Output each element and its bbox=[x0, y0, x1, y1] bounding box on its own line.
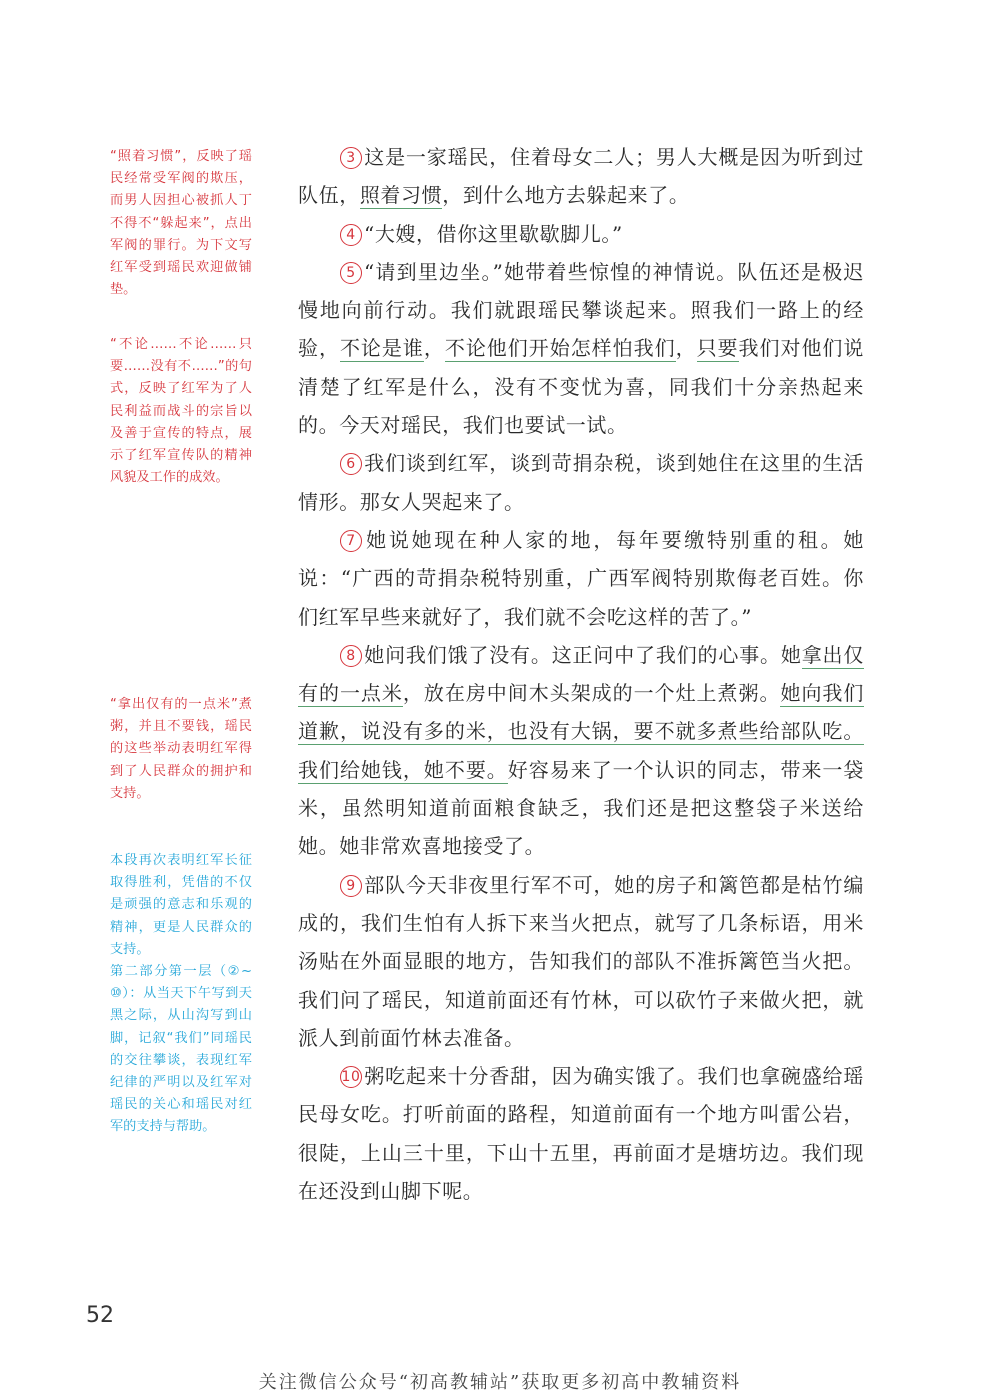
text-segment: ， bbox=[423, 336, 445, 361]
page-number: 52 bbox=[86, 1303, 114, 1328]
underlined-phrase: 她向我们道歉，说没有多的米，也没有大锅，要不就多煮些给部队吃。我们给她钱，她不要。 bbox=[298, 681, 864, 782]
margin-note-text: 本段再次表明红军长征取得胜利，凭借的不仅是顽强的意志和乐观的精神，更是人民群众的支持。 bbox=[110, 853, 252, 957]
text-segment: 这是一家瑶民，住着母女二人；男人大概是因为听到过队伍， bbox=[298, 145, 864, 208]
margin-note-text: “不论……不论……只要……没有不……”的句式，反映了红军为了人民利益而战斗的宗旨以及善于宣传的特点，展示了红军宣传队的精神风貌及工作的成效。 bbox=[110, 337, 252, 486]
text-segment: 好容易来了一个认识的同志，带来一袋米，虽然明知道前面粮食缺乏，我们还是把这整袋子米送给她。她非常欢喜地接受了。 bbox=[298, 757, 865, 859]
text-segment: “请到里边坐。”她带着些惊惶的神情说。队伍还是极迟慢地向前行动。我们就跟瑶民攀谈起来。照我们一路上的经验， bbox=[298, 259, 864, 361]
footer-promo: 关注微信公众号“初高教辅站”获取更多初高中教辅资料 bbox=[258, 1372, 742, 1393]
text-segment: “大嫂，借你这里歇歇脚儿。” bbox=[364, 221, 623, 246]
underlined-phrase: 不论他们开始怎样怕我们 bbox=[444, 336, 676, 361]
margin-note-3 bbox=[110, 694, 252, 805]
text-segment: ， bbox=[675, 336, 697, 361]
underlined-phrase: 只要 bbox=[696, 336, 739, 361]
text-segment: 她说她现在种人家的地，每年要缴特别重的租。她说：“广西的苛捐杂税特别重，广西军阀特别欺侮老百姓。你们红军早些来就好了，我们就不会吃这样的苦了。” bbox=[298, 527, 864, 629]
paragraph-number: 5 bbox=[340, 262, 362, 284]
paragraph-number: 4 bbox=[340, 224, 362, 246]
margin-note-text: “照着习惯”，反映了瑶民经常受军阀的欺压，而男人因担心被抓人丁不得不“躲起来”，点出军阀的罪行。为下文写红军受到瑶民欢迎做铺垫。 bbox=[110, 149, 252, 298]
paragraph-5 bbox=[298, 253, 864, 444]
margin-note-text: 第二部分第一层（②~⑩）：从当天下午写到天黑之际，从山沟写到山脚，记叙“我们”同瑶民的交往攀谈，表现红军纪律的严明以及红军对瑶民的关心和瑶民对红军的支持与帮助。 bbox=[110, 964, 252, 1135]
paragraph-number: 8 bbox=[340, 645, 362, 667]
paragraph-3 bbox=[298, 138, 864, 215]
article-body bbox=[298, 138, 864, 1210]
text-segment: 部队今天非夜里行军不可，她的房子和篱笆都是枯竹编成的，我们生怕有人拆下来当火把点，就写了几条标语，用米汤贴在外面显眼的地方，告知我们的部队不准拆篱笆当火把。我们问了瑶民，知道前面还有竹林，可以砍竹子来做火把，就派人到前面竹林去准备。 bbox=[298, 872, 864, 1050]
paragraph-number: 10 bbox=[340, 1066, 362, 1088]
underlined-phrase: 不论是谁 bbox=[339, 336, 424, 361]
margin-note-text: “拿出仅有的一点米”煮粥，并且不要钱，瑶民的这些举动表明红军得到了人民群众的拥护和支持。 bbox=[110, 697, 252, 801]
underlined-phrase: 拿出仅有的一点米 bbox=[298, 642, 864, 706]
paragraph-number: 3 bbox=[340, 147, 362, 169]
text-segment: 粥吃起来十分香甜，因为确实饿了。我们也拿碗盛给瑶民母女吃。打听前面的路程，知道前面有一个地方叫雷公岩，很陡，上山三十里，下山十五里，再前面才是塘坊边。我们现在还没到山脚下呢。 bbox=[298, 1064, 864, 1204]
margin-note-4 bbox=[110, 850, 252, 1139]
paragraph-number: 6 bbox=[340, 453, 362, 475]
text-segment: ，到什么地方去躲起来了。 bbox=[442, 183, 690, 208]
text-segment: 她问我们饿了没有。这正问中了我们的心事。她 bbox=[364, 642, 802, 667]
paragraph-number: 7 bbox=[340, 530, 362, 552]
text-segment: ，放在房中间木头架成的一个灶上煮粥。 bbox=[402, 681, 781, 706]
text-segment: 我们对他们说清楚了红军是什么，没有不变忧为喜，同我们十分亲热起来的。今天对瑶民，我们也要试一试。 bbox=[298, 336, 864, 438]
paragraph-number: 9 bbox=[340, 875, 362, 897]
margin-note-2 bbox=[110, 334, 252, 489]
underlined-phrase: 照着习惯 bbox=[359, 183, 443, 208]
paragraph-10 bbox=[298, 1057, 864, 1210]
paragraph-8 bbox=[298, 636, 864, 866]
paragraph-6 bbox=[298, 444, 864, 521]
paragraph-7 bbox=[298, 521, 864, 636]
paragraph-4 bbox=[298, 215, 864, 253]
paragraph-9 bbox=[298, 866, 864, 1057]
text-segment: 我们谈到红军，谈到苛捐杂税，谈到她住在这里的生活情形。那女人哭起来了。 bbox=[298, 451, 864, 514]
margin-note-1 bbox=[110, 146, 252, 301]
